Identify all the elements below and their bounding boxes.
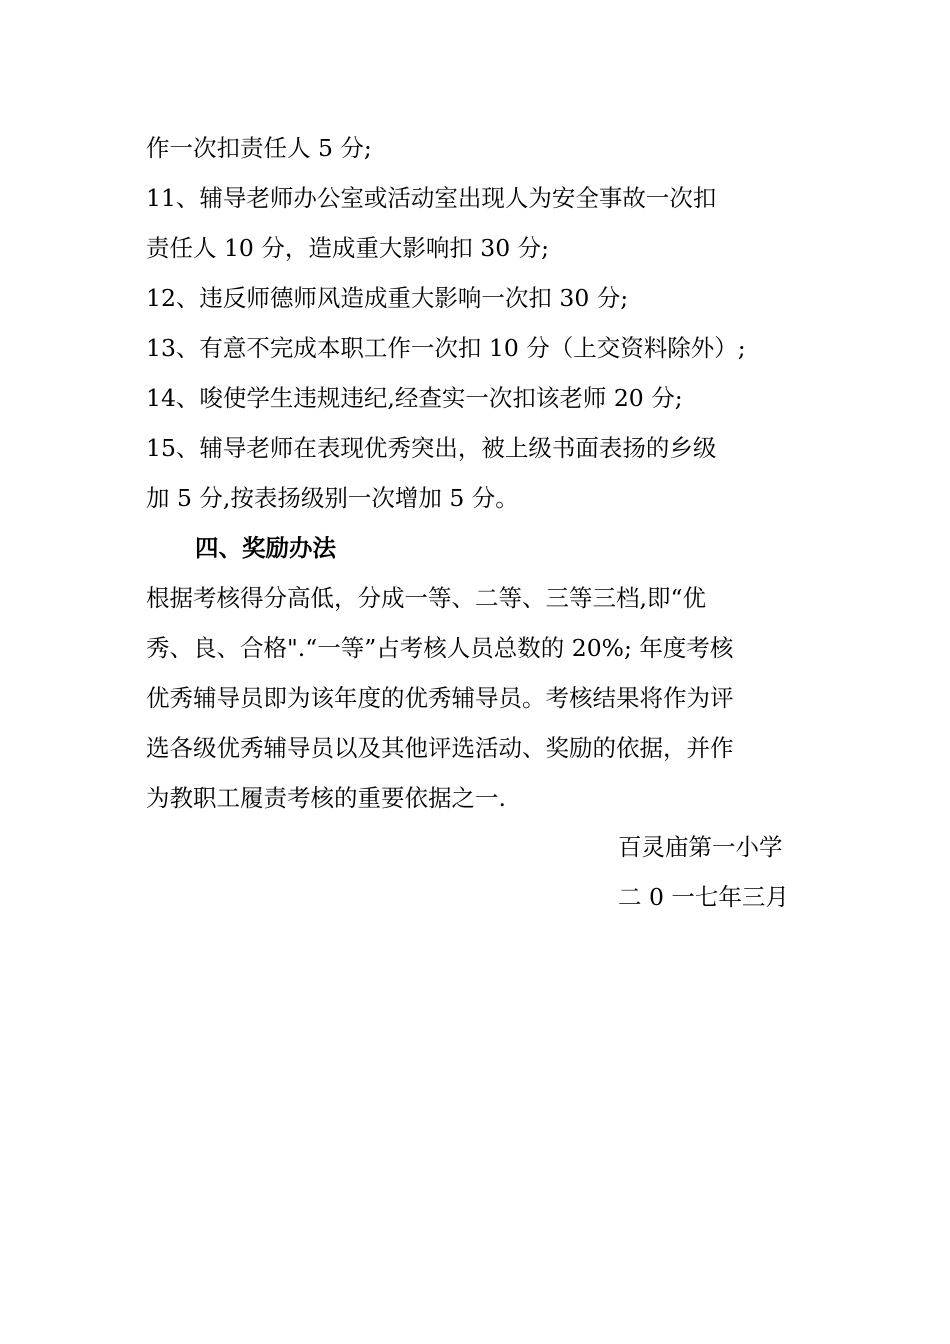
reward-line-4: 选各级优秀辅导员以及其他评选活动、奖励的依据，并作 xyxy=(146,734,734,762)
reward-line-1: 根据考核得分高低，分成一等、二等、三等三档,即“优 xyxy=(146,584,706,612)
rule-line-14: 14、唆使学生违规违纪,经查实一次扣该老师 20 分; xyxy=(146,384,683,412)
rule-line-15-end: 加 5 分,按表扬级别一次增加 5 分。 xyxy=(146,484,519,512)
reward-line-2: 秀、良、合格".“一等”占考核人员总数的 20%; 年度考核 xyxy=(146,634,734,662)
signature-date: 二 0 一七年三月 xyxy=(618,883,789,911)
signature-school: 百灵庙第一小学 xyxy=(618,833,783,861)
section-heading-rewards: 四、奖励办法 xyxy=(195,534,336,562)
rule-line-13: 13、有意不完成本职工作一次扣 10 分（上交资料除外）; xyxy=(146,334,746,362)
rule-line-12: 12、违反师德师风造成重大影响一次扣 30 分; xyxy=(146,284,629,312)
rule-line-10-end: 作一次扣责任人 5 分; xyxy=(146,134,372,162)
rule-line-15-start: 15、辅导老师在表现优秀突出，被上级书面表扬的乡级 xyxy=(146,434,717,462)
reward-line-3: 优秀辅导员即为该年度的优秀辅导员。考核结果将作为评 xyxy=(146,684,734,712)
reward-line-5: 为教职工履责考核的重要依据之一. xyxy=(146,784,506,812)
rule-line-11-end: 责任人 10 分，造成重大影响扣 30 分; xyxy=(146,234,550,262)
rule-line-11-start: 11、辅导老师办公室或活动室出现人为安全事故一次扣 xyxy=(146,184,717,212)
